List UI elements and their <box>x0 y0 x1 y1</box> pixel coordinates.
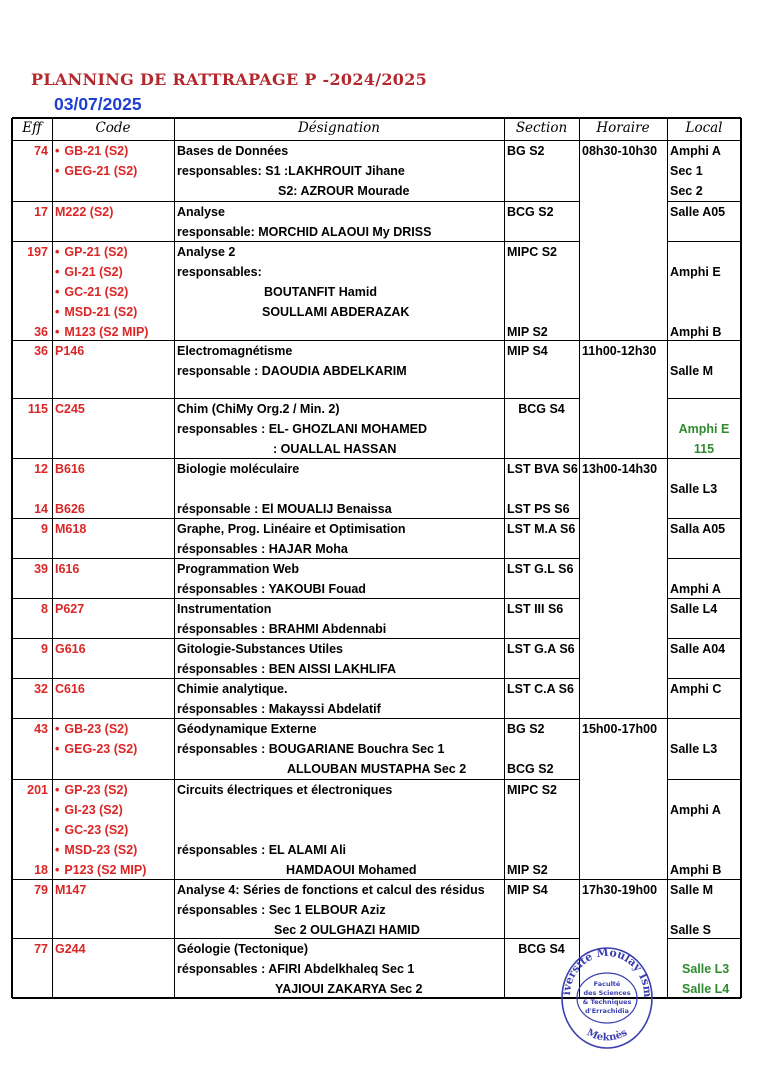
cell-eff: 74 <box>34 144 48 158</box>
cell-code: • MSD-23 (S2) <box>55 843 137 857</box>
grid-vline <box>667 118 668 998</box>
cell-designation: Biologie moléculaire <box>177 462 300 476</box>
horaire-merge-mask <box>580 397 667 400</box>
cell-local: Amphi C <box>670 682 722 696</box>
cell-designation: BOUTANFIT Hamid <box>264 285 377 299</box>
svg-text:Faculté: Faculté <box>593 980 621 988</box>
cell-section: LST G.L S6 <box>507 562 574 576</box>
cell-local: Amphi B <box>670 325 722 339</box>
cell-section: BG S2 <box>507 144 545 158</box>
cell-local: Salle L3 <box>682 962 730 976</box>
cell-code: B626 <box>55 502 85 516</box>
cell-code: • GEG-23 (S2) <box>55 742 137 756</box>
cell-designation: résponsables : EL ALAMI Ali <box>177 843 347 857</box>
cell-code: • GP-23 (S2) <box>55 783 128 797</box>
cell-local: Salla A05 <box>670 522 726 536</box>
cell-designation: résponsables : BRAHMI Abdennabi <box>177 622 387 636</box>
grid-hline <box>12 117 741 119</box>
cell-local: Salle L3 <box>670 482 718 496</box>
cell-section: BCG S2 <box>507 205 554 219</box>
cell-code: • MSD-21 (S2) <box>55 305 137 319</box>
cell-eff: 115 <box>27 402 48 416</box>
cell-designation: : OUALLAL HASSAN <box>273 442 397 456</box>
cell-section: LST M.A S6 <box>507 522 576 536</box>
header-eff: Eff <box>22 120 42 136</box>
cell-local: Salle L4 <box>682 982 730 996</box>
horaire-merge-mask <box>580 637 667 640</box>
cell-designation: résponsables : Sec 1 ELBOUR Aziz <box>177 903 386 917</box>
cell-designation: résponsables : AFIRI Abdelkhaleq Sec 1 <box>177 962 415 976</box>
cell-designation: SOULLAMI ABDERAZAK <box>262 305 410 319</box>
grid-vline <box>504 118 505 998</box>
cell-designation: Analyse <box>177 205 225 219</box>
cell-section: BCG S4 <box>518 402 565 416</box>
cell-local: Salle L3 <box>670 742 718 756</box>
cell-designation: résponsables : BEN AISSI LAKHLIFA <box>177 662 397 676</box>
cell-section: MIP S4 <box>507 883 548 897</box>
cell-local: Salle S <box>670 923 711 937</box>
cell-section: MIPC S2 <box>507 245 558 259</box>
cell-section: LST G.A S6 <box>507 642 575 656</box>
cell-designation: Géodynamique Externe <box>177 722 317 736</box>
cell-section: LST C.A S6 <box>507 682 574 696</box>
cell-section: LST BVA S6 <box>507 462 578 476</box>
svg-text:Université Moulay Ismail: iversité Moulay Ism <box>559 945 655 998</box>
cell-designation: Sec 2 OULGHAZI HAMID <box>274 923 420 937</box>
cell-code: • GI-21 (S2) <box>55 265 123 279</box>
page-date: 03/07/2025 <box>54 94 142 114</box>
horaire-merge-mask <box>580 597 667 600</box>
cell-designation: YAJIOUI ZAKARYA Sec 2 <box>275 982 423 996</box>
cell-eff: 14 <box>34 502 48 516</box>
cell-code: • GEG-21 (S2) <box>55 164 137 178</box>
cell-code: • GB-21 (S2) <box>55 144 128 158</box>
header-code: Code <box>95 120 131 136</box>
cell-designation: responsable : DAOUDIA ABDELKARIM <box>177 364 407 378</box>
cell-section: BCG S4 <box>518 942 565 956</box>
horaire-merge-mask <box>580 200 667 203</box>
cell-code: M147 <box>55 883 87 897</box>
header-local: Local <box>685 120 723 136</box>
cell-eff: 36 <box>34 344 48 358</box>
cell-eff: 197 <box>27 245 48 259</box>
cell-code: • GI-23 (S2) <box>55 803 123 817</box>
cell-code: C245 <box>55 402 85 416</box>
cell-section: MIPC S2 <box>507 783 558 797</box>
cell-designation: résponsables : BOUGARIANE Bouchra Sec 1 <box>177 742 445 756</box>
svg-text:des Sciences: des Sciences <box>583 989 631 997</box>
cell-eff: 77 <box>34 942 48 956</box>
header-designation: Désignation <box>297 120 380 136</box>
cell-code: • M123 (S2 MIP) <box>55 325 148 339</box>
grid-hline <box>12 458 741 459</box>
cell-code: • GB-23 (S2) <box>55 722 128 736</box>
cell-section: LST PS S6 <box>507 502 570 516</box>
cell-section: MIP S4 <box>507 344 548 358</box>
cell-horaire: 13h00-14h30 <box>582 462 658 476</box>
cell-code: B616 <box>55 462 85 476</box>
cell-designation: résponsables : YAKOUBI Fouad <box>177 582 366 596</box>
cell-designation: Programmation Web <box>177 562 300 576</box>
cell-designation: Chimie analytique. <box>177 682 288 696</box>
cell-section: BG S2 <box>507 722 545 736</box>
cell-eff: 79 <box>34 883 48 897</box>
cell-eff: 36 <box>34 325 48 339</box>
cell-horaire: 11h00-12h30 <box>582 344 657 358</box>
grid-hline <box>12 340 741 341</box>
cell-local: Sec 1 <box>670 164 703 178</box>
cell-eff: 32 <box>34 682 48 696</box>
cell-designation: ALLOUBAN MUSTAPHA Sec 2 <box>287 762 467 776</box>
cell-local: Amphi A <box>670 582 721 596</box>
cell-local: Sec 2 <box>670 184 703 198</box>
horaire-merge-mask <box>580 557 667 560</box>
cell-designation: Gitologie-Substances Utiles <box>177 642 344 656</box>
cell-designation: résponsables : HAJAR Moha <box>177 542 348 556</box>
cell-code: G616 <box>55 642 86 656</box>
cell-designation: Bases de Données <box>177 144 289 158</box>
horaire-merge-mask <box>580 240 667 243</box>
cell-code: P627 <box>55 602 85 616</box>
cell-local: Salle M <box>670 883 714 897</box>
cell-code: • GP-21 (S2) <box>55 245 128 259</box>
cell-code: I616 <box>55 562 80 576</box>
grid-vline <box>174 118 175 998</box>
cell-designation: Chim (ChiMy Org.2 / Min. 2) <box>177 402 340 416</box>
cell-designation: responsables : EL- GHOZLANI MOHAMED <box>177 422 428 436</box>
cell-designation: Géologie (Tectonique) <box>177 942 309 956</box>
horaire-merge-mask <box>580 778 667 781</box>
cell-designation: responsables: S1 :LAKHROUIT Jihane <box>177 164 405 178</box>
cell-designation: Instrumentation <box>177 602 272 616</box>
cell-code: C616 <box>55 682 85 696</box>
cell-designation: résponsables : Makayssi Abdelatif <box>177 702 381 716</box>
cell-designation: responsable: MORCHID ALAOUI My DRISS <box>177 225 432 239</box>
grid-vline <box>740 118 742 998</box>
university-stamp <box>558 944 656 1054</box>
cell-local: Salle A05 <box>670 205 726 219</box>
cell-eff: 9 <box>41 642 48 656</box>
cell-section: MIP S2 <box>507 325 548 339</box>
horaire-merge-mask <box>580 677 667 680</box>
cell-code: G244 <box>55 942 86 956</box>
cell-designation: Circuits électriques et électroniques <box>177 783 393 797</box>
cell-code: M222 (S2) <box>55 205 114 219</box>
cell-eff: 18 <box>34 863 48 877</box>
cell-designation: Graphe, Prog. Linéaire et Optimisation <box>177 522 406 536</box>
cell-local: Salle M <box>670 364 714 378</box>
cell-eff: 9 <box>41 522 48 536</box>
grid-hline <box>12 140 741 141</box>
cell-eff: 39 <box>34 562 48 576</box>
horaire-merge-mask <box>580 517 667 520</box>
cell-horaire: 08h30-10h30 <box>582 144 658 158</box>
header-horaire: Horaire <box>596 120 650 136</box>
cell-designation: Analyse 4: Séries de fonctions et calcul des résidus <box>177 883 485 897</box>
cell-local: Amphi A <box>670 144 721 158</box>
cell-designation: résponsable : El MOUALIJ Benaissa <box>177 502 392 516</box>
cell-local: Amphi E <box>670 265 721 279</box>
svg-text:d'Errachidia: d'Errachidia <box>585 1007 629 1015</box>
cell-eff: 43 <box>34 722 48 736</box>
cell-eff: 12 <box>34 462 48 476</box>
cell-horaire: 17h30-19h00 <box>582 883 658 897</box>
grid-hline <box>12 879 741 880</box>
page-title: PLANNING DE RATTRAPAGE P -2024/2025 <box>31 70 428 89</box>
schedule-table <box>12 118 741 998</box>
cell-designation: S2: AZROUR Mourade <box>278 184 410 198</box>
cell-local: Amphi E <box>678 422 730 436</box>
cell-horaire: 15h00-17h00 <box>582 722 658 736</box>
cell-local: Amphi A <box>670 803 721 817</box>
cell-designation: Analyse 2 <box>177 245 236 259</box>
cell-section: MIP S2 <box>507 863 548 877</box>
cell-designation: HAMDAOUI Mohamed <box>286 863 417 877</box>
cell-local: Amphi B <box>670 863 722 877</box>
cell-code: • GC-23 (S2) <box>55 823 128 837</box>
cell-designation: responsables: <box>177 265 262 279</box>
cell-section: BCG S2 <box>507 762 554 776</box>
cell-code: P146 <box>55 344 85 358</box>
svg-text:Meknès: Meknès <box>584 1027 630 1044</box>
cell-local: Salle A04 <box>670 642 726 656</box>
cell-eff: 8 <box>41 602 48 616</box>
cell-section: LST III S6 <box>507 602 564 616</box>
grid-hline <box>12 718 741 719</box>
header-section: Section <box>515 120 568 136</box>
svg-text:& Techniques: & Techniques <box>582 998 632 1006</box>
cell-local: 115 <box>693 442 715 456</box>
grid-vline <box>52 118 53 998</box>
cell-eff: 201 <box>27 783 48 797</box>
cell-code: • GC-21 (S2) <box>55 285 128 299</box>
horaire-merge-mask <box>580 937 667 940</box>
cell-code: • P123 (S2 MIP) <box>55 863 146 877</box>
cell-code: M618 <box>55 522 87 536</box>
cell-eff: 17 <box>34 205 48 219</box>
cell-designation: Electromagnétisme <box>177 344 293 358</box>
cell-local: Salle L4 <box>670 602 718 616</box>
